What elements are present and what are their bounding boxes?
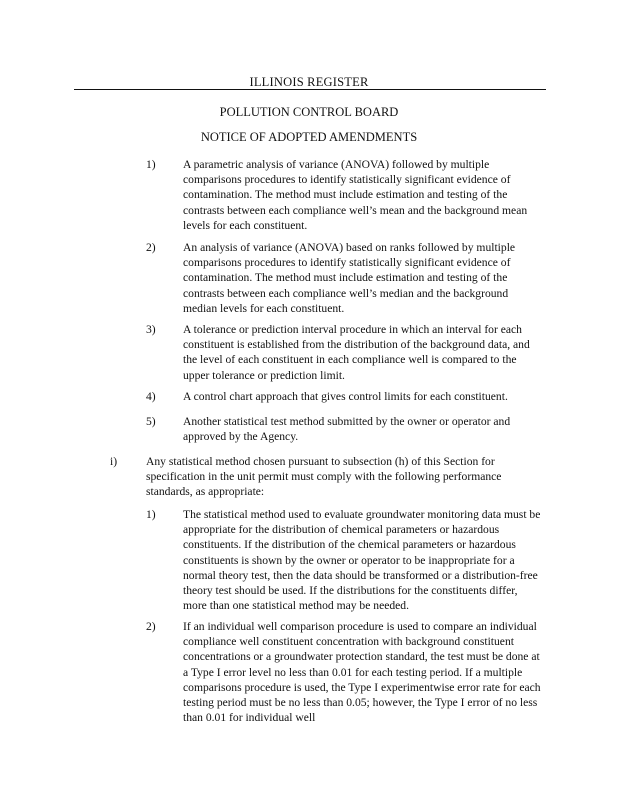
paragraph-number: 2) bbox=[146, 620, 156, 633]
paragraph-number: 5) bbox=[146, 415, 156, 428]
paragraph-number: 3) bbox=[146, 323, 156, 336]
subsection-letter: i) bbox=[110, 455, 118, 468]
paragraph-number: 2) bbox=[146, 241, 156, 254]
paragraph-number: 4) bbox=[146, 390, 156, 403]
paragraph-number: 1) bbox=[146, 508, 156, 521]
notice-title: NOTICE OF ADOPTED AMENDMENTS bbox=[200, 130, 418, 144]
header-rule bbox=[74, 89, 546, 90]
paragraph-text: A parametric analysis of variance (ANOVA) followed by multiple comparisons procedures to identify statistically significant evidence of contamination. The method must include estimation and testing of the contrasts between each compliance well’s mean and the background mean levels for each constituent. bbox=[183, 158, 528, 232]
paragraph-number: 1) bbox=[146, 158, 156, 171]
paragraph-text: If an individual well comparison procedure is used to compare an individual compliance well constituent concentration with background constituent concentrations or a groundwater protection standard, the test must be done at a Type I error level no less than 0.01 for each testing period. If a multiple comparisons procedure is used, the Type I experimentwise error rate for each testing period must be no less than 0.05; however, the Type I error of no less than 0.01 for individual well bbox=[183, 620, 541, 725]
paragraph-text: A tolerance or prediction interval procedure in which an interval for each constituent is established from the distribution of the background data, and the level of each constituent in each compliance well is compared to the upper tolerance or prediction limit. bbox=[183, 323, 530, 382]
register-header: ILLINOIS REGISTER bbox=[249, 75, 369, 89]
paragraph-text: Another statistical test method submitted by the owner or operator and approved by the Agency. bbox=[183, 415, 511, 444]
paragraph-text: An analysis of variance (ANOVA) based on ranks followed by multiple comparisons procedures to identify statistically significant evidence of contamination. The method must include estimation and testing of the contrasts between each compliance well’s median and the background median levels for each constituent. bbox=[183, 241, 516, 315]
subsection-text: Any statistical method chosen pursuant to subsection (h) of this Section for specification in the unit permit must comply with the following performance standards, as appropriate: bbox=[146, 455, 502, 499]
paragraph-text: A control chart approach that gives control limits for each constituent. bbox=[183, 390, 508, 403]
board-title: POLLUTION CONTROL BOARD bbox=[219, 105, 399, 119]
paragraph-text: The statistical method used to evaluate groundwater monitoring data must be appropriate for the distribution of chemical parameters or hazardous constituents. If the distribution of the chemical parameters or hazardous constituents is shown by the owner or operator to be inappropriate for a normal theory test, then the data should be transformed or a distribution-free theory test should be used. If the distributions for the constituents differ, more than one statistical method may be needed. bbox=[183, 508, 541, 613]
